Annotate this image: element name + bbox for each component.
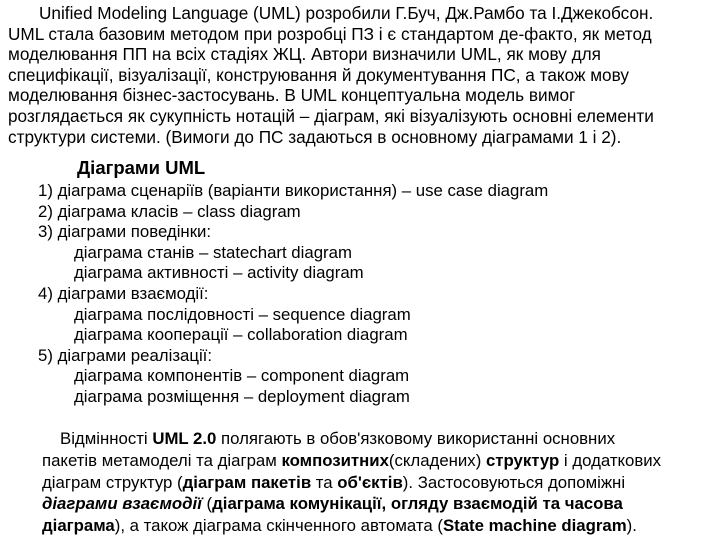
text-run: (складених) (388, 450, 486, 470)
diagram-list (38, 181, 548, 408)
diagram-list-subitem: діаграма станів – statechart diagram (74, 242, 352, 262)
diagram-list-item: 5) діаграми реалізації: (38, 345, 213, 365)
text-run-bold: композитних (281, 450, 389, 470)
intro-paragraph (8, 3, 714, 147)
text-run-bold: діаграма комунікації, огляду взаємодій та часова (212, 494, 623, 514)
text-run: полягають в обов'язковому використанні основних (216, 429, 616, 448)
text-run: Відмінності (60, 429, 153, 448)
text-run-bold: UML 2.0 (152, 429, 217, 448)
diagram-list-item: 1) діаграма сценаріїв (варіанти використання) – use case diagram (38, 181, 549, 200)
text-run-bold-italic: діаграми взаємодії (42, 494, 202, 514)
differences-line (42, 493, 718, 515)
text-run: та (311, 472, 338, 492)
text-run: і додаткових (559, 450, 662, 470)
diagram-list-subitem: діаграма послідовності – sequence diagram (74, 304, 411, 324)
diagram-list-item: 2) діаграма класів – class diagram (38, 201, 301, 221)
intro-line: моделювання бізнес-застосувань. В UML концептуальна модель вимог (8, 85, 576, 106)
intro-line: специфікації, візуалізації, конструювання й документування ПС, а також мову (8, 64, 629, 85)
text-run-bold: структур (485, 450, 560, 470)
text-run: ( (201, 494, 213, 514)
text-run: ). (626, 516, 637, 536)
intro-line: моделювання ПП на всіх стадіях ЖЦ. Автори визначили UML, як мову для (8, 44, 601, 65)
differences-line (42, 428, 718, 450)
differences-paragraph (42, 428, 718, 537)
text-run: пакетів метамоделі та діаграм (42, 450, 282, 470)
intro-line: структури системи. (Вимоги до ПС задаються в основному діаграмами 1 і 2). (8, 126, 622, 147)
differences-line (42, 515, 718, 537)
differences-line (42, 450, 718, 472)
diagram-list-item: 4) діаграми взаємодії: (38, 283, 209, 303)
diagram-list-subitem: діаграма розміщення – deployment diagram (74, 386, 410, 406)
diagrams-heading: Діаграми UML (77, 157, 206, 178)
diagram-list-subitem: діаграма активності – activity diagram (74, 263, 364, 283)
diagram-list-item: 3) діаграми поведінки: (38, 222, 212, 242)
intro-line: розглядається як сукупність нотацій – діаграм, які візуалізують основні елементи (8, 105, 654, 126)
intro-line: Unified Modeling Language (UML) розробили Г.Буч, Дж.Рамбо та І.Джекобсон. (39, 3, 654, 23)
intro-line: UML стала базовим методом при розробці ПЗ і є стандартом де-факто, як метод (8, 23, 652, 44)
text-run-bold: діаграм пакетів (182, 472, 312, 492)
text-run: ), а також діаграма скінченного автомата ( (114, 516, 443, 536)
diagram-list-subitem: діаграма кооперації – collaboration diagram (74, 325, 408, 345)
text-run: ). Застосовуються допоміжні (402, 472, 626, 492)
diagram-list-subitem: діаграма компонентів – component diagram (74, 366, 410, 386)
text-run-bold: діаграма (42, 516, 115, 536)
text-run: діаграм структур ( (42, 472, 183, 492)
differences-line (42, 472, 718, 494)
text-run-bold: State machine diagram (442, 516, 627, 536)
text-run-bold: об'єктів (337, 472, 403, 492)
